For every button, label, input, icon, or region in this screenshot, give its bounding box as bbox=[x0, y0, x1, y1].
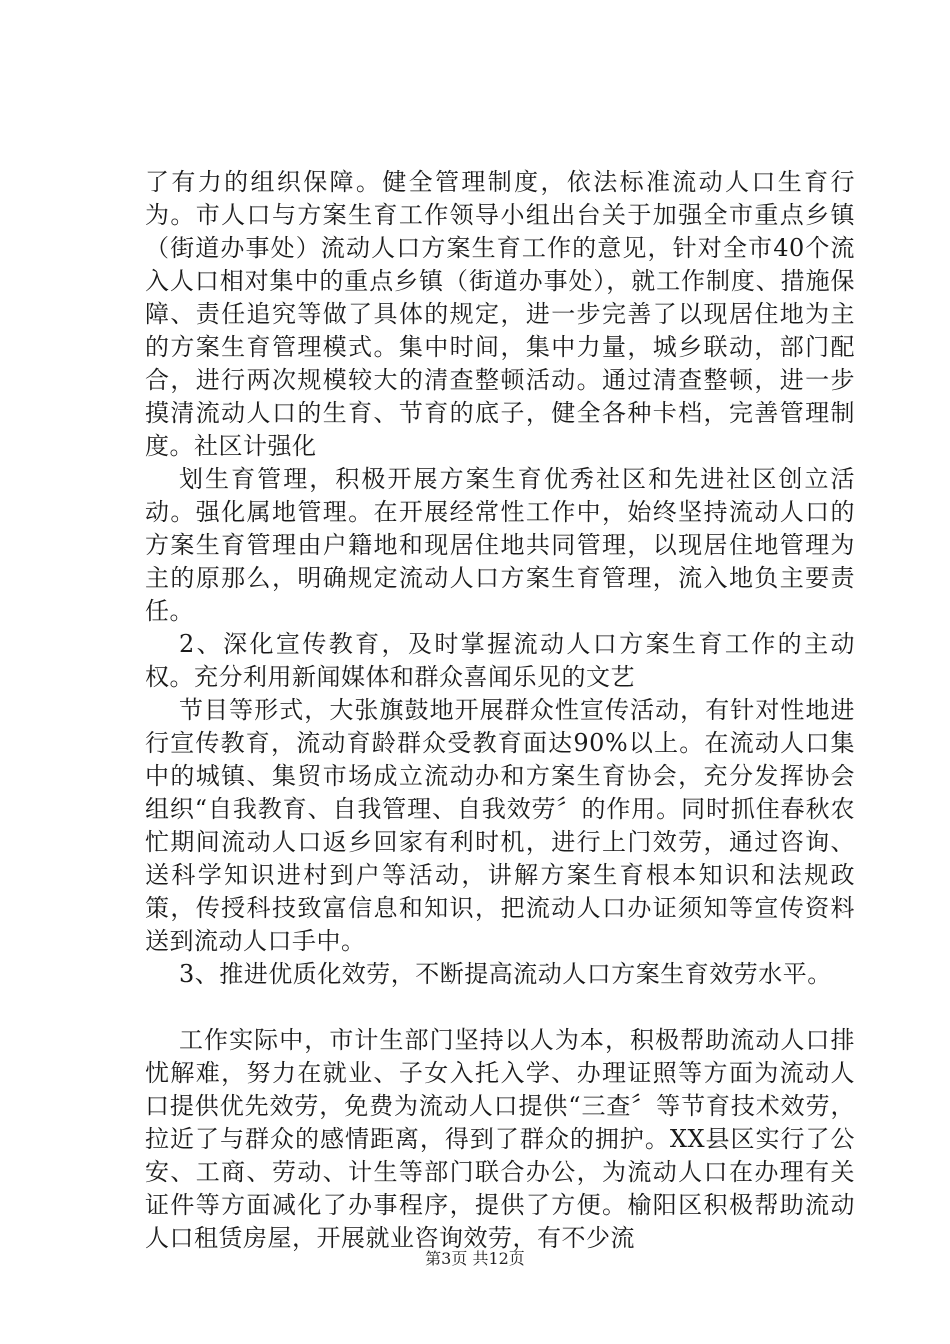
paragraph-5: 3、推进优质化效劳，不断提高流动人口方案生育效劳水平。 bbox=[179, 960, 832, 988]
paragraph-6: 工作实际中，市计生部门坚持以人为本，积极帮助流动人口排忧解难，努力在就业、子女入托入学、办理证照等方面为流动人口提供优先效劳，免费为流动人口提供“三查〞等节育技术效劳，拉近了与群众的感情距离，得到了群众的拥护。XX县区实行了公安、工商、劳动、计生等部门联合办公，为流动人口在办理有关证件等方面减化了办事程序，提供了方便。榆阳区积极帮助流动人口租赁房屋，开展就业咨询效劳，有不少流 bbox=[145, 1026, 855, 1252]
paragraph-3: 2、深化宣传教育，及时掌握流动人口方案生育工作的主动权。充分利用新闻媒体和群众喜闻乐见的文艺 bbox=[145, 630, 855, 691]
page-footer: 第3页 共12页 bbox=[425, 1249, 525, 1268]
paragraph-2: 划生育管理，积极开展方案生育优秀社区和先进社区创立活动。强化属地管理。在开展经常性工作中，始终坚持流动人口的方案生育管理由户籍地和现居住地共同管理，以现居住地管理为主的原那么，明确规定流动人口方案生育管理，流入地负主要责任。 bbox=[145, 465, 855, 625]
body-text bbox=[145, 166, 855, 1255]
paragraph-1: 了有力的组织保障。健全管理制度，依法标准流动人口生育行为。市人口与方案生育工作领导小组出台关于加强全市重点乡镇（街道办事处）流动人口方案生育工作的意见，针对全市40个流入人口相对集中的重点乡镇（街道办事处），就工作制度、措施保障、责任追究等做了具体的规定，进一步完善了以现居住地为主的方案生育管理模式。集中时间，集中力量，城乡联动，部门配合，进行两次规模较大的清查整顿活动。通过清查整顿，进一步摸清流动人口的生育、节育的底子，健全各种卡档，完善管理制度。社区计强化 bbox=[145, 168, 855, 460]
paragraph-spacer bbox=[145, 991, 855, 1024]
paragraph-4: 节目等形式，大张旗鼓地开展群众性宣传活动，有针对性地进行宣传教育，流动育龄群众受教育面达90%以上。在流动人口集中的城镇、集贸市场成立流动办和方案生育协会，充分发挥协会组织“自我教育、自我管理、自我效劳〞的作用。同时抓住春秋农忙期间流动人口返乡回家有利时机，进行上门效劳，通过咨询、送科学知识进村到户等活动，讲解方案生育根本知识和法规政策，传授科技致富信息和知识，把流动人口办证须知等宣传资料送到流动人口手中。 bbox=[145, 696, 855, 955]
